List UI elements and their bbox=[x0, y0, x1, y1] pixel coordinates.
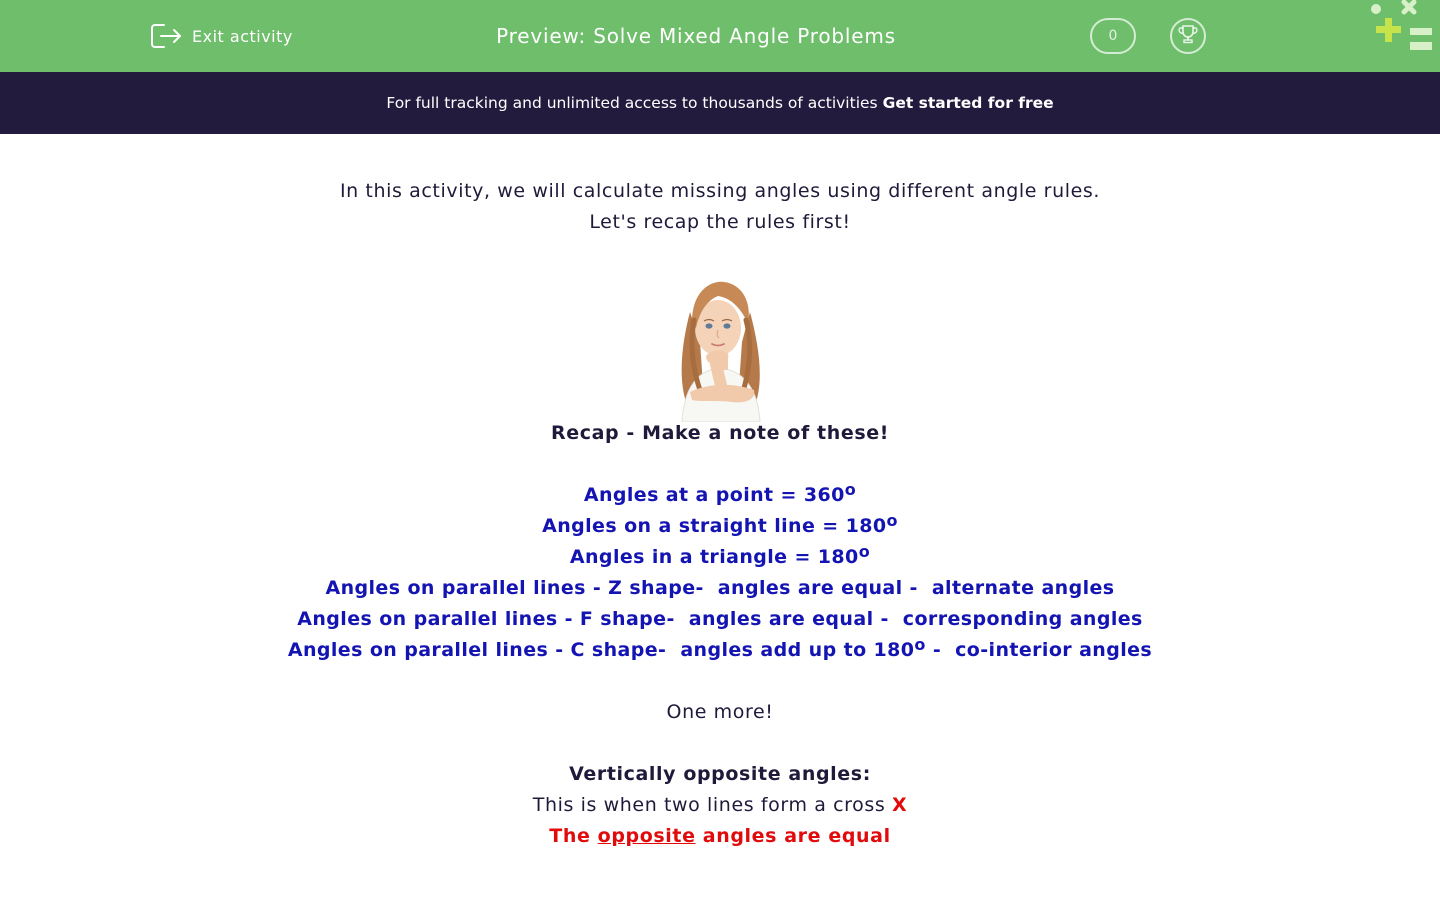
spacer bbox=[0, 666, 1440, 697]
promo-text: For full tracking and unlimited access to thousands of activities bbox=[386, 94, 878, 112]
rule-straight-line bbox=[0, 511, 1440, 542]
brand-logo bbox=[1364, 0, 1440, 60]
vo-rule-post: angles are equal bbox=[695, 825, 891, 847]
page-title: Preview: Solve Mixed Angle Problems bbox=[496, 24, 896, 48]
exit-activity-label: Exit activity bbox=[192, 26, 293, 46]
rule-z-shape bbox=[0, 573, 1440, 604]
rule-c-shape bbox=[0, 635, 1440, 666]
rule-text: Angles at a point = 360 bbox=[583, 484, 845, 506]
rule-text: Angles on a straight line = 180 bbox=[542, 515, 887, 537]
one-more-label: One more! bbox=[666, 701, 774, 723]
spacer bbox=[0, 728, 1440, 759]
spacer bbox=[0, 449, 1440, 480]
vo-rule-pre: The bbox=[549, 825, 598, 847]
vo-desc-text: This is when two lines form a cross bbox=[532, 794, 892, 816]
rule-text: Angles in a triangle = 180 bbox=[569, 546, 859, 568]
degree-mark: o bbox=[858, 542, 871, 561]
intro-line-2: Let's recap the rules first! bbox=[589, 211, 851, 233]
rule-angles-at-point bbox=[0, 480, 1440, 511]
vertically-opposite-rule bbox=[0, 821, 1440, 852]
rule-text: Angles on parallel lines - F shape- angles are equal - corresponding angles bbox=[297, 608, 1143, 630]
rule-triangle bbox=[0, 542, 1440, 573]
activity-content bbox=[0, 176, 1440, 852]
score-value: 0 bbox=[1108, 28, 1118, 44]
promo-banner bbox=[0, 72, 1440, 134]
degree-mark: o bbox=[886, 511, 898, 530]
degree-mark: o bbox=[844, 480, 857, 499]
score-badge bbox=[1090, 18, 1136, 54]
cross-x-mark: X bbox=[892, 794, 908, 816]
vertically-opposite-desc bbox=[0, 790, 1440, 821]
page-title-wrap bbox=[0, 24, 1440, 48]
top-bar bbox=[0, 0, 1440, 72]
vertically-opposite-heading: Vertically opposite angles: bbox=[569, 763, 871, 785]
opposite-word: opposite bbox=[597, 825, 696, 847]
rule-text: Angles on parallel lines - Z shape- angles are equal - alternate angles bbox=[325, 577, 1115, 599]
intro-line-1: In this activity, we will calculate missing angles using different angle rules. bbox=[339, 180, 1101, 202]
get-started-link[interactable]: Get started for free bbox=[882, 94, 1054, 112]
rule-f-shape bbox=[0, 604, 1440, 635]
thinking-girl-image bbox=[0, 238, 1440, 418]
trophy-icon bbox=[1177, 23, 1199, 49]
recap-heading: Recap - Make a note of these! bbox=[551, 422, 889, 444]
degree-mark: o bbox=[914, 635, 926, 654]
trophy-button[interactable] bbox=[1170, 18, 1206, 54]
thinking-girl-illustration bbox=[660, 272, 780, 422]
rule-text: Angles on parallel lines - C shape- angles add up to 180 bbox=[287, 639, 915, 661]
rule-text-suffix: - co-interior angles bbox=[925, 639, 1153, 661]
